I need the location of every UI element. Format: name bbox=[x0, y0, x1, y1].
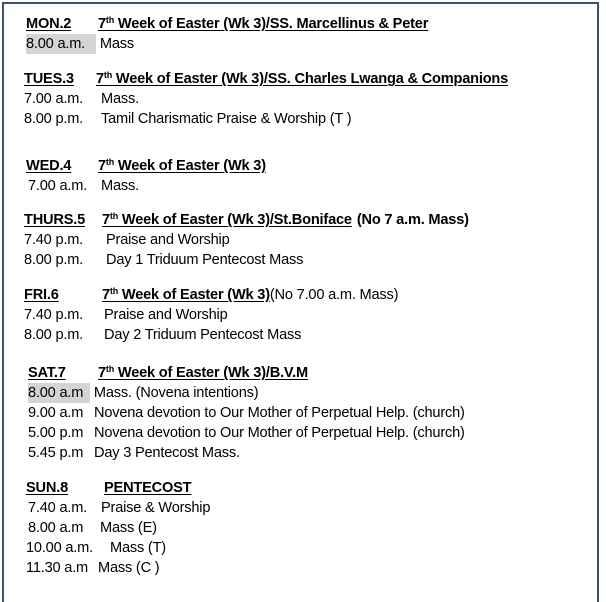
day-block-fri bbox=[0, 286, 600, 345]
event-desc: Mass. bbox=[101, 91, 139, 107]
event-row bbox=[0, 109, 600, 129]
event-row bbox=[0, 498, 600, 518]
event-desc: Novena devotion to Our Mother of Perpetual Help. (church) bbox=[94, 405, 465, 421]
event-time: 5.45 p.m bbox=[28, 445, 84, 461]
day-block-thurs bbox=[0, 211, 600, 270]
day-header bbox=[0, 479, 600, 498]
event-time: 8.00 p.m. bbox=[24, 111, 84, 127]
event-row bbox=[0, 305, 600, 325]
event-time: 11.30 a.m bbox=[26, 560, 89, 576]
event-time: 5.00 p.m bbox=[28, 425, 84, 441]
event-time: 7.40 a.m. bbox=[28, 500, 88, 516]
event-time: 8.00 p.m. bbox=[24, 252, 84, 268]
event-time: 7.40 p.m. bbox=[24, 232, 84, 248]
event-time: 7.40 p.m. bbox=[24, 307, 84, 323]
day-block-sat bbox=[0, 364, 600, 463]
event-desc: Day 3 Pentecost Mass. bbox=[94, 445, 240, 461]
event-row bbox=[0, 383, 600, 403]
event-row bbox=[0, 558, 600, 578]
event-row bbox=[0, 89, 600, 109]
event-time: 8.00 a.m bbox=[28, 383, 90, 403]
event-row bbox=[0, 325, 600, 345]
week-title: 7th Week of Easter (Wk 3)/B.V.M bbox=[98, 364, 308, 381]
event-row bbox=[0, 403, 600, 423]
event-row bbox=[0, 250, 600, 270]
day-note: (No 7 a.m. Mass) bbox=[356, 212, 469, 228]
event-desc: Mass (T) bbox=[110, 540, 166, 556]
event-time: 10.00 a.m. bbox=[26, 540, 93, 556]
day-label: SAT.7 bbox=[28, 365, 66, 381]
event-row bbox=[0, 538, 600, 558]
event-desc: Mass. bbox=[101, 178, 139, 194]
week-title: 7th Week of Easter (Wk 3)/SS. Marcellinus & Peter bbox=[98, 15, 429, 32]
day-header bbox=[0, 211, 600, 230]
day-label: FRI.6 bbox=[24, 287, 59, 303]
event-row bbox=[0, 443, 600, 463]
week-title: 7th Week of Easter (Wk 3)/St.Boniface bbox=[102, 211, 352, 228]
event-row bbox=[0, 518, 600, 538]
day-label: TUES.3 bbox=[24, 71, 74, 87]
day-label: SUN.8 bbox=[26, 480, 68, 496]
day-header bbox=[0, 286, 600, 305]
day-header bbox=[0, 157, 600, 176]
event-desc: Praise and Worship bbox=[106, 232, 230, 248]
event-time: 9.00 a.m bbox=[28, 405, 84, 421]
week-title: 7th Week of Easter (Wk 3)/SS. Charles Lwanga & Companions bbox=[96, 70, 509, 87]
event-row bbox=[0, 176, 600, 196]
day-block-mon bbox=[0, 15, 600, 54]
event-time: 7.00 a.m. bbox=[28, 178, 88, 194]
event-row bbox=[0, 423, 600, 443]
event-desc: Mass (C ) bbox=[98, 560, 160, 576]
day-note: (No 7.00 a.m. Mass) bbox=[269, 287, 399, 303]
event-desc: Mass (E) bbox=[100, 520, 157, 536]
day-label: THURS.5 bbox=[24, 212, 86, 228]
event-desc: Praise and Worship bbox=[104, 307, 228, 323]
day-block-tues bbox=[0, 70, 600, 129]
week-title: 7th Week of Easter (Wk 3) bbox=[102, 286, 270, 303]
event-desc: Day 1 Triduum Pentecost Mass bbox=[106, 252, 304, 268]
day-block-wed bbox=[0, 157, 600, 196]
event-row bbox=[0, 230, 600, 250]
event-time: 8.00 a.m bbox=[28, 520, 84, 536]
day-label: WED.4 bbox=[26, 158, 72, 174]
day-label: MON.2 bbox=[26, 16, 72, 32]
day-header bbox=[0, 15, 600, 34]
event-desc: Novena devotion to Our Mother of Perpetual Help. (church) bbox=[94, 425, 465, 441]
day-block-sun bbox=[0, 479, 600, 578]
day-header bbox=[0, 364, 600, 383]
event-row bbox=[0, 34, 600, 54]
event-desc: Mass. (Novena intentions) bbox=[93, 385, 259, 401]
event-desc: Tamil Charismatic Praise & Worship (T ) bbox=[101, 111, 352, 127]
event-desc: Day 2 Triduum Pentecost Mass bbox=[104, 327, 302, 343]
event-time: 7.00 a.m. bbox=[24, 91, 84, 107]
event-desc: Praise & Worship bbox=[101, 500, 211, 516]
event-time: 8.00 p.m. bbox=[24, 327, 84, 343]
event-time: 8.00 a.m. bbox=[26, 34, 96, 54]
week-title: PENTECOST bbox=[104, 480, 192, 496]
week-title: 7th Week of Easter (Wk 3) bbox=[98, 157, 266, 174]
day-header bbox=[0, 70, 600, 89]
event-desc: Mass bbox=[99, 36, 134, 52]
